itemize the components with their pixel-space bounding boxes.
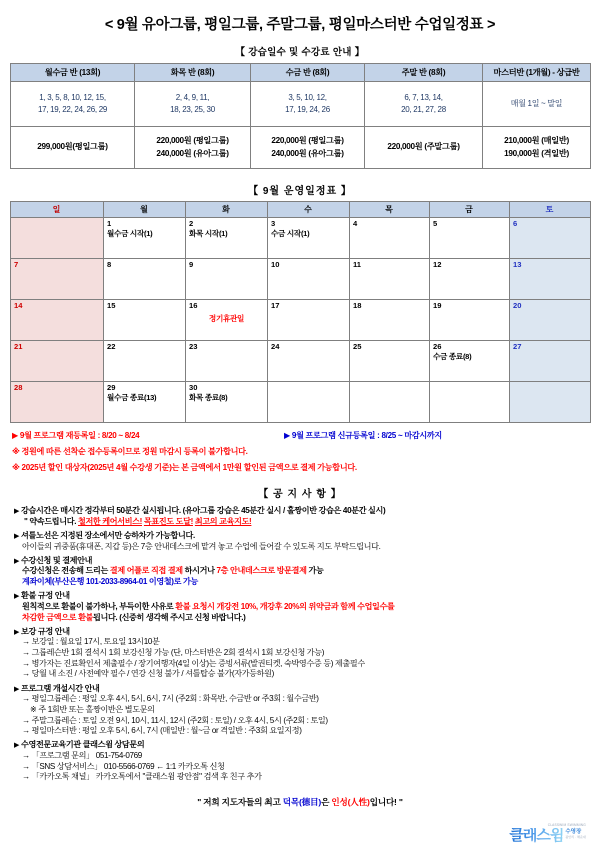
- makeup-item: → 당월 내 소진 / 사전예약 필수 / 연강 신청 불가 / 셔틀탑승 불가(자가등하원): [22, 669, 274, 679]
- capacity-note: ※ 정원에 따른 선착순 접수등록이므로 정원 마감시 등록이 불가합니다.: [12, 447, 248, 456]
- notice-lead: [14, 591, 586, 602]
- calendar-day-cell: [350, 382, 430, 423]
- payment-text-2: 하시거나: [182, 566, 217, 576]
- promise-item-2: 목표진도 도달!: [143, 516, 193, 526]
- notice-body: [10, 506, 590, 787]
- notice-lead: [14, 506, 586, 517]
- fee-price-cell: [365, 127, 483, 169]
- registration-dates-row: [12, 430, 588, 446]
- weekday-header-tue: 화: [186, 202, 268, 218]
- refund-text-1: 원칙적으로 환불이 불가하나, 부득이한 사유로: [22, 601, 176, 611]
- fee-days-line: 20, 21, 27, 28: [401, 105, 446, 114]
- calendar-day-cell: [104, 382, 186, 423]
- notice-lead-text: 수영전문교육기관 클래스윔 상담문의: [21, 740, 145, 750]
- fee-table-header-row: [11, 64, 591, 82]
- calendar-day-number: 2: [189, 219, 194, 228]
- calendar-day-event: 화목 시작(1): [189, 229, 228, 239]
- notice-lead: [14, 684, 586, 695]
- fee-col-header: 월수금 반 (13회): [11, 64, 135, 82]
- notice-sub-text: 아이들의 귀중품(휴대폰, 지갑 등)은 7층 안내데스크에 맡겨 놓고 수업에 들어갈 수 있도록 지도 부탁드립니다.: [22, 541, 381, 551]
- calendar-day-cell: [11, 259, 104, 300]
- notice-block-payment: [14, 556, 586, 592]
- calendar-week-row: [11, 382, 591, 423]
- bullet-icon: ▶: [14, 557, 20, 565]
- calendar-day-number: 3: [271, 219, 276, 228]
- calendar-day-event: 수금 종료(8): [433, 352, 472, 362]
- notice-block-makeup: [14, 627, 586, 684]
- fee-price-cell: [483, 127, 591, 169]
- notice-block-refund: [14, 591, 586, 627]
- refund-text-2: 됩니다. (신중히 생각해 주시고 신청 바랍니다.): [93, 612, 246, 622]
- calendar-day-number: 21: [14, 342, 23, 351]
- fee-days-line: 17, 19, 24, 26: [285, 105, 330, 114]
- calendar-day-number: 4: [353, 219, 358, 228]
- notice-lead-text: 보강 규정 안내: [21, 626, 70, 636]
- calendar-day-number: 6: [513, 219, 518, 228]
- contact-item-kakao[interactable]: → 「카카오톡 채널」 카카오톡에서 "클래스윔 광안점" 검색 후 친구 추가: [22, 772, 262, 782]
- payment-methods-line: [14, 566, 586, 577]
- calendar-day-cell: [268, 341, 350, 382]
- bullet-icon: ▶: [14, 742, 20, 750]
- weekday-header-fri: 금: [430, 202, 510, 218]
- bullet-icon: ▶: [14, 628, 20, 636]
- notice-block-program-times: [14, 684, 586, 741]
- program-time-item: → 주말그룹레슨 : 토일 오전 9시, 10시, 11시, 12시 (주2회 : 토일) / 오후 4시, 5시 (주2회 : 토일): [22, 715, 328, 725]
- calendar-day-cell: [268, 218, 350, 259]
- calendar-day-number: 16: [189, 301, 198, 310]
- notice-lead-text: 수강신청 및 결제안내: [21, 555, 93, 565]
- notice-lead: [14, 556, 586, 567]
- fee-price-line: 240,000원 (유아그룹): [156, 148, 229, 158]
- fee-price-line: 220,000원 (주말그룹): [387, 142, 460, 152]
- calendar-week-row: [11, 341, 591, 382]
- calendar-day-cell: [186, 382, 268, 423]
- brand-name: 클래스윔: [509, 827, 564, 844]
- calendar-day-cell: [510, 300, 591, 341]
- notice-lead-text: 강습시간은 매시간 정각부터 50분간 실시됩니다. (유아그룹 강습은 45분간 실시 / 홀짱이반 강습은 40분간 실시): [21, 506, 386, 515]
- calendar-day-cell: [268, 259, 350, 300]
- weekday-header-sun: 일: [11, 202, 104, 218]
- fee-days-line: 3, 5, 10, 12,: [288, 93, 327, 103]
- calendar-day-number: 5: [433, 219, 438, 228]
- fee-days-cell: [251, 82, 365, 127]
- calendar-day-number: 30: [189, 383, 198, 392]
- fee-col-header: 수금 반 (8회): [251, 64, 365, 82]
- calendar-weekday-header: [11, 202, 591, 218]
- calendar-day-cell: [186, 341, 268, 382]
- calendar-day-number: 9: [189, 260, 194, 269]
- fee-price-cell: [135, 127, 251, 169]
- promise-item-1: 철저한 케어서비스!: [78, 516, 142, 526]
- bullet-icon: ▶: [14, 685, 20, 693]
- calendar-day-cell: [186, 218, 268, 259]
- calendar-day-cell: [350, 259, 430, 300]
- notice-promise-line: [14, 517, 586, 528]
- notice-lead: [14, 627, 586, 638]
- calendar-day-number: 8: [107, 260, 112, 269]
- makeup-item: → 그룹레슨반 1회 결석시 1회 보강신청 가능 (단, 마스터반은 2회 결석시 1회 보강신청 가능): [22, 648, 325, 658]
- fee-days-cell: [365, 82, 483, 127]
- fee-price-cell: [251, 127, 365, 169]
- quote-virtue: 덕목(德目): [282, 796, 322, 807]
- fee-days-cell: [483, 82, 591, 127]
- fee-col-header: 마스터반 (1개월) - 상급반: [483, 64, 591, 82]
- calendar-caption: 【 9월 운영일정표 】: [248, 186, 352, 197]
- fee-price-cell: [11, 127, 135, 169]
- calendar-day-cell: [430, 259, 510, 300]
- calendar-holiday-label: 정기휴관일: [208, 314, 245, 324]
- calendar-day-cell: [11, 300, 104, 341]
- fee-table-days-row: [11, 82, 591, 127]
- bullet-icon: ▶: [14, 532, 20, 540]
- discount-note: ※ 2025년 할인 대상자(2025년 4월 수강생 기준)는 본 금액에서 1만원 할인된 금액으로 결제 가능합니다.: [12, 463, 357, 472]
- calendar-day-number: 14: [14, 301, 23, 310]
- fee-days-line: 2, 4, 9, 11,: [175, 93, 210, 103]
- quote-part-2: 은: [321, 796, 332, 807]
- notice-lead-text: 환불 규정 안내: [21, 591, 70, 601]
- weekday-header-mon: 월: [104, 202, 186, 218]
- payment-highlight-desk: 7층 안내데스크로 방문결제: [216, 566, 307, 576]
- calendar-day-event: 화목 종료(8): [189, 393, 228, 403]
- fee-days-cell: [135, 82, 251, 127]
- calendar-day-cell: [104, 300, 186, 341]
- quote-part-1: " 저희 지도자들의 최고: [197, 796, 283, 807]
- makeup-item: → 보강일 : 월요일 17시, 토요일 13시10분: [22, 637, 160, 647]
- calendar-day-number: 18: [353, 301, 362, 310]
- calendar-day-cell: [11, 382, 104, 423]
- payment-highlight-app: 결제 어플로 직접 결제: [109, 566, 183, 576]
- calendar-day-cell: [104, 218, 186, 259]
- contact-item-sns[interactable]: → 「SNS 상담서비스」 010-5566-0769 ← 1:1 카카오톡 신청: [22, 761, 225, 771]
- calendar-day-cell: [186, 300, 268, 341]
- brand-sub: [563, 828, 586, 839]
- notice-lead: [14, 740, 586, 751]
- calendar-day-number: 26: [433, 342, 442, 351]
- brand-sub-line-1: 수영장: [565, 829, 582, 835]
- calendar-day-number: 1: [107, 219, 112, 228]
- weekday-header-sat: 토: [510, 202, 591, 218]
- monthly-calendar: [10, 201, 591, 423]
- calendar-week-row: [11, 218, 591, 259]
- quote-character: 인성(人性): [331, 796, 370, 807]
- calendar-day-number: 12: [433, 260, 442, 269]
- calendar-day-cell: [510, 382, 591, 423]
- contact-item-program[interactable]: → 「프로그램 문의」 051-754-0769: [22, 751, 142, 761]
- calendar-day-cell: [510, 341, 591, 382]
- payment-text-1: 수강신청은 전송해 드리는: [22, 566, 110, 576]
- calendar-day-cell: [350, 218, 430, 259]
- calendar-day-event: 수금 시작(1): [271, 229, 310, 239]
- calendar-notes: [10, 423, 590, 478]
- fee-days-line: 6, 7, 13, 14,: [404, 93, 443, 103]
- calendar-day-cell: [11, 341, 104, 382]
- calendar-day-cell: [510, 218, 591, 259]
- calendar-day-number: 28: [14, 383, 23, 392]
- payment-text-3: 가능: [306, 566, 324, 576]
- fee-days-line: 1, 3, 5, 8, 10, 12, 15,: [39, 93, 106, 103]
- makeup-item: → 병가자는 진료확인서 제출필수 / 장기여행자(4일 이상)는 증빙서류(발권티켓, 숙박영수증 등) 제출필수: [22, 658, 365, 668]
- fee-days-line: 17, 19, 22, 24, 26, 29: [37, 105, 108, 114]
- footer-quote: [10, 787, 590, 808]
- calendar-day-cell: [104, 341, 186, 382]
- calendar-day-cell: [350, 300, 430, 341]
- calendar-day-number: 19: [433, 301, 442, 310]
- program-time-item: → 평일마스터반 : 평일 오후 5시, 6시, 7시 (매일반 : 월~금 or 격일반 : 주3회 요일지정): [22, 726, 302, 736]
- notice-lead: [14, 531, 586, 542]
- fee-price-line: 240,000원 (유아그룹): [271, 148, 344, 158]
- brand-sub-line-2: 광안리 · 해운대: [565, 834, 586, 839]
- notice-lead-text: 셔틀노선은 지정된 장소에서만 승하차가 가능합니다.: [21, 530, 195, 540]
- weekday-header-thu: 목: [350, 202, 430, 218]
- fee-table: [10, 63, 591, 169]
- calendar-day-cell: [186, 259, 268, 300]
- notice-lead-text: 프로그램 개설시간 안내: [21, 683, 100, 693]
- notice-block-class-time: [14, 506, 586, 531]
- calendar-day-cell: [430, 218, 510, 259]
- notice-caption: 【 공 지 사 항 】: [258, 489, 342, 500]
- notice-block-shuttle: [14, 531, 586, 556]
- calendar-day-cell: [104, 259, 186, 300]
- bullet-icon: ▶: [14, 508, 20, 515]
- calendar-day-cell: [11, 218, 104, 259]
- calendar-day-number: 7: [14, 260, 19, 269]
- refund-line-2: [14, 613, 586, 624]
- fee-price-line: 220,000원 (평일그룹): [271, 136, 344, 146]
- fee-days-line: 18, 23, 25, 30: [170, 105, 215, 114]
- refund-highlight-1: 환불 요청시 개강전 10%, 개강후 20%의 위약금과 함께 수업일수를: [175, 601, 395, 611]
- calendar-day-number: 13: [513, 260, 522, 269]
- calendar-day-cell: [430, 382, 510, 423]
- quote-part-3: 입니다! ": [369, 796, 403, 807]
- fee-price-line: 210,000원 (매일반): [504, 136, 569, 146]
- calendar-day-cell: [510, 259, 591, 300]
- brand-logo: [509, 824, 586, 843]
- calendar-day-cell: [268, 300, 350, 341]
- bank-transfer-line: 계좌이체(부산은행 101-2033-8964-01 이영철)로 가능: [22, 577, 198, 587]
- calendar-day-number: 24: [271, 342, 280, 351]
- calendar-day-number: 23: [189, 342, 198, 351]
- calendar-week-row: [11, 259, 591, 300]
- calendar-day-event: 월수금 종료(13): [107, 393, 157, 403]
- fee-days-line: 매월 1일 ~ 말일: [510, 99, 563, 109]
- promise-item-3: 최고의 교육지도!: [194, 516, 252, 526]
- calendar-day-number: 15: [107, 301, 116, 310]
- calendar-day-number: 20: [513, 301, 522, 310]
- calendar-day-cell: [430, 341, 510, 382]
- fee-col-header: 주말 반 (8회): [365, 64, 483, 82]
- notice-block-contact: [14, 740, 586, 786]
- calendar-day-number: 17: [271, 301, 280, 310]
- promise-prefix: " 약속드립니다.: [24, 516, 78, 526]
- page-title: < 9월 유아그룹, 평일그룹, 주말그룹, 평일마스터반 수업일정표 >: [104, 17, 496, 33]
- fee-days-cell: [11, 82, 135, 127]
- calendar-day-cell: [350, 341, 430, 382]
- fee-section-caption: 【 강습일수 및 수강료 안내 】: [235, 47, 365, 58]
- new-registration-note: ▶ 9월 프로그램 신규등록일 : 8/25 ~ 마감시까지: [284, 431, 442, 440]
- refund-highlight-2: 차감한 금액으로 환불: [22, 612, 94, 622]
- calendar-day-event: 월수금 시작(1): [107, 229, 153, 239]
- calendar-day-number: 22: [107, 342, 116, 351]
- calendar-day-number: 27: [513, 342, 522, 351]
- calendar-day-number: 11: [353, 260, 362, 269]
- calendar-week-row: [11, 300, 591, 341]
- calendar-day-cell: [268, 382, 350, 423]
- program-time-item: → 평일그룹레슨 : 평일 오후 4시, 5시, 6시, 7시 (주2회 : 화목반, 수금반 or 주3회 : 월수금반): [22, 694, 319, 704]
- re-registration-note: ▶ 9월 프로그램 재등록일 : 8/20 ~ 8/24: [12, 431, 140, 440]
- program-time-note: ※ 주 1회반 또는 홀짱이반은 별도문의: [30, 704, 155, 714]
- refund-line-1: [14, 602, 586, 613]
- fee-price-line: 220,000원 (평일그룹): [156, 136, 229, 146]
- fee-table-price-row: [11, 127, 591, 169]
- calendar-day-cell: [430, 300, 510, 341]
- bullet-icon: ▶: [14, 593, 20, 601]
- calendar-day-number: 25: [353, 342, 362, 351]
- fee-price-line: 190,000원 (격일반): [504, 148, 569, 158]
- fee-price-line: 299,000원(평일그룹): [37, 142, 108, 152]
- calendar-day-number: 29: [107, 383, 116, 392]
- calendar-day-number: 10: [271, 260, 280, 269]
- brand-tagline: CLASSWIM SWIMMING: [547, 822, 586, 827]
- fee-col-header: 화목 반 (8회): [135, 64, 251, 82]
- weekday-header-wed: 수: [268, 202, 350, 218]
